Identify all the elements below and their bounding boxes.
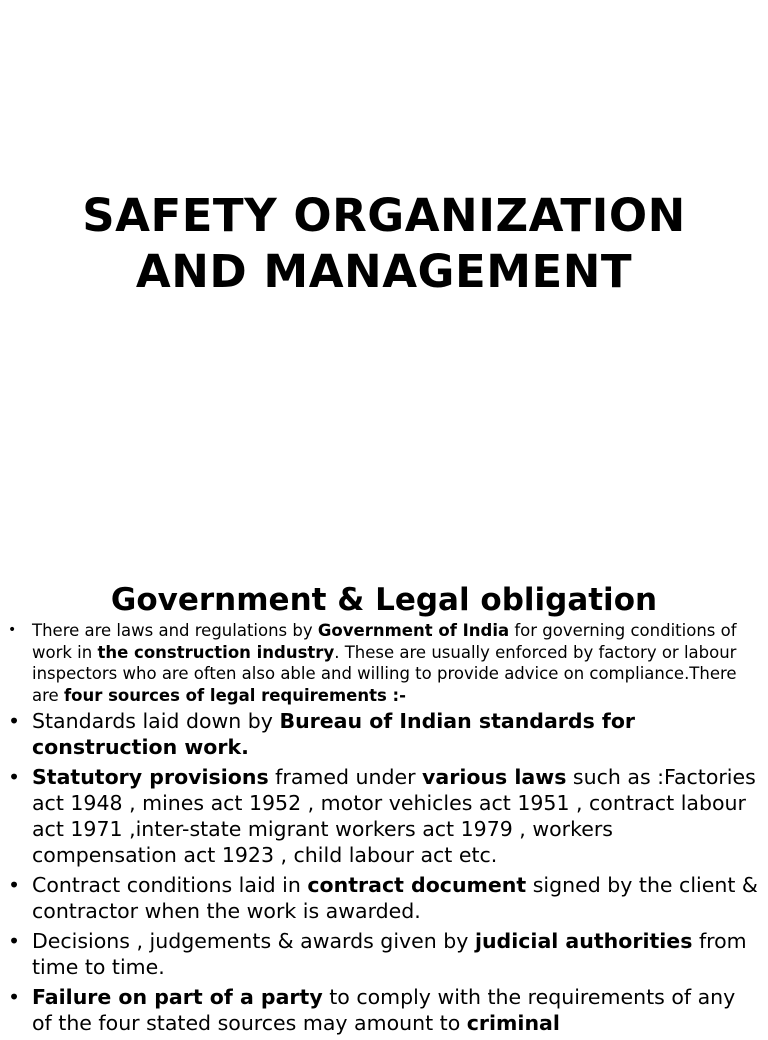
- section-heading: Government & Legal obligation: [110, 582, 658, 618]
- slide-title: [0, 188, 768, 300]
- list-item: • Standards laid down by Bureau of Indian standards for construction work.: [8, 709, 636, 759]
- intro-text: There are laws and regulations by Government of India for governing conditions of work in the construction industry. These are usually enforced by factory or labour inspectors who are often also able and willing to provide advice on compliance.There are four sources of legal requirements :-: [32, 621, 737, 705]
- bullet-icon: •: [8, 873, 21, 897]
- bullet-icon: •: [8, 622, 17, 638]
- slide-title-line-1: SAFETY ORGANIZATION: [82, 189, 686, 242]
- requirements-list: [8, 708, 760, 1040]
- content-slide: [0, 560, 768, 1035]
- bullet-icon: •: [8, 765, 21, 789]
- list-item: • Decisions , judgements & awards given by judicial authorities from time to time.: [8, 929, 747, 979]
- list-item: • Failure on part of a party to comply with the requirements of any of the four stated sources may amount to criminal: [8, 985, 736, 1035]
- list-item: • Statutory provisions framed under various laws such as :Factories act 1948 , mines act 1952 , motor vehicles act 1951 , contract labour act 1971 ,inter-state migrant workers act 1979 , workers compensation act 1923 , child labour act etc.: [8, 765, 756, 867]
- bullet-icon: •: [8, 929, 21, 953]
- list-item: • Contract conditions laid in contract document signed by the client & contractor when the work is awarded.: [8, 873, 758, 923]
- bullet-icon: •: [8, 709, 21, 733]
- bullet-icon: •: [8, 985, 21, 1009]
- intro-paragraph: [8, 620, 756, 706]
- slide-title-line-2: AND MANAGEMENT: [135, 245, 633, 298]
